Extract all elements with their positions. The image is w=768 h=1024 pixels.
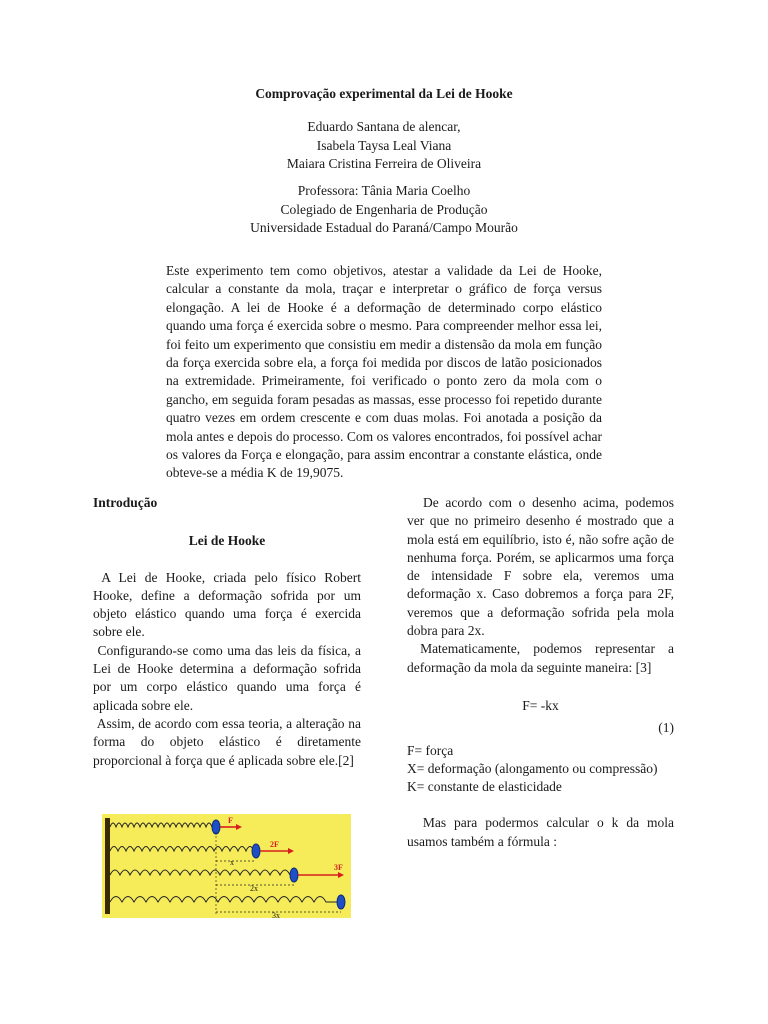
intro-paragraph-2: Configurando-se como uma das leis da física, a Lei de Hooke determina a deformação sofrida por um corpo elástico quando uma força é aplicada sobre ele.: [93, 642, 365, 713]
right-column: [407, 494, 678, 851]
mass-block-3: [290, 868, 298, 882]
professor-line: Professora: Tânia Maria Coelho: [297, 183, 471, 198]
hooke-formula: F= -kx: [522, 697, 559, 713]
paper-title: Comprovação experimental da Lei de Hooke: [255, 86, 513, 101]
mass-block-1: [212, 820, 220, 834]
section-heading-introducao: Introdução: [93, 495, 158, 510]
left-column: [93, 494, 365, 770]
intro-paragraph-1: A Lei de Hooke, criada pelo físico Robert Hooke, define a deformação sofrida por um objeto elástico quando uma força é exercida sobre ele.: [93, 569, 365, 640]
definition-force: F= força: [407, 742, 454, 758]
right-paragraph-3: Mas para podermos calcular o k da mola usamos também a fórmula :: [407, 815, 678, 849]
label-x: x: [230, 858, 234, 867]
author-3: Maiara Cristina Ferreira de Oliveira: [286, 156, 482, 171]
wall: [105, 818, 110, 914]
equation-number: (1): [658, 720, 674, 736]
department-line: Colegiado de Engenharia de Produção: [280, 201, 488, 217]
label-3f: 3F: [334, 863, 343, 872]
spring-diagram-figure: [102, 814, 351, 918]
right-paragraph-1: De acordo com o desenho acima, podemos ver que no primeiro desenho é mostrado que a mola está em equilíbrio, isto é, não sofre ação de nenhuma força. Porém, se aplicarmos uma força de intensidade F sobre ela, veremos uma deformação x. Caso dobremos a força para 2F, veremos que a deformação sofrida pela mola dobra para 2x.: [407, 495, 674, 639]
definition-deformation: X= deformação (alongamento ou compressão): [407, 760, 658, 776]
definition-constant: K= constante de elasticidade: [407, 779, 562, 795]
university-line: Universidade Estadual do Paraná/Campo Mourão: [250, 220, 518, 235]
mass-block-2: [252, 844, 260, 858]
author-2: Isabela Taysa Leal Viana: [316, 137, 452, 153]
label-2x: 2x: [250, 884, 258, 893]
intro-paragraph-3: Assim, de acordo com essa teoria, a alteração na forma do objeto elástico é diretamente proporcional à força que é aplicada sobre ele.[2]: [93, 715, 365, 768]
label-2f: 2F: [270, 840, 279, 849]
right-paragraph-2: Matematicamente, podemos representar a deformação da mola da seguinte maneira: [3]: [407, 641, 678, 675]
label-3x: 3x: [272, 911, 280, 918]
author-list: [0, 118, 768, 174]
author-1: Eduardo Santana de alencar,: [307, 119, 461, 134]
mass-block-4: [337, 895, 345, 909]
subsection-heading-lei-de-hooke: Lei de Hooke: [188, 533, 266, 549]
affiliation-block: [0, 182, 768, 238]
label-f: F: [228, 816, 233, 825]
abstract: Este experimento tem como objetivos, atestar a validade da Lei de Hooke, calcular a constante da mola, traçar e interpretar o gráfico de força versus elongação. A lei de Hooke é a deformação de determinado corpo elástico quando uma força é exercida sobre o mesmo. Para compreender melhor essa lei, foi feito um experimento que consistiu em medir a distensão da mola em função da força exercida sobre ela, a força foi medida por discos de latão posicionados na extremidade. Primeiramente, foi verificado o ponto zero da mola com o gancho, em seguida foram pesadas as massas, esse processo foi repetido durante quatro vezes em ordem crescente e com duas molas. Foi anotada a posição da mola antes e depois do processo. Com os valores encontrados, foi possível achar os valores da Força e elongação, para assim encontrar a constante elástica, onde obteve-se a média K de 19,9075.: [166, 263, 602, 481]
